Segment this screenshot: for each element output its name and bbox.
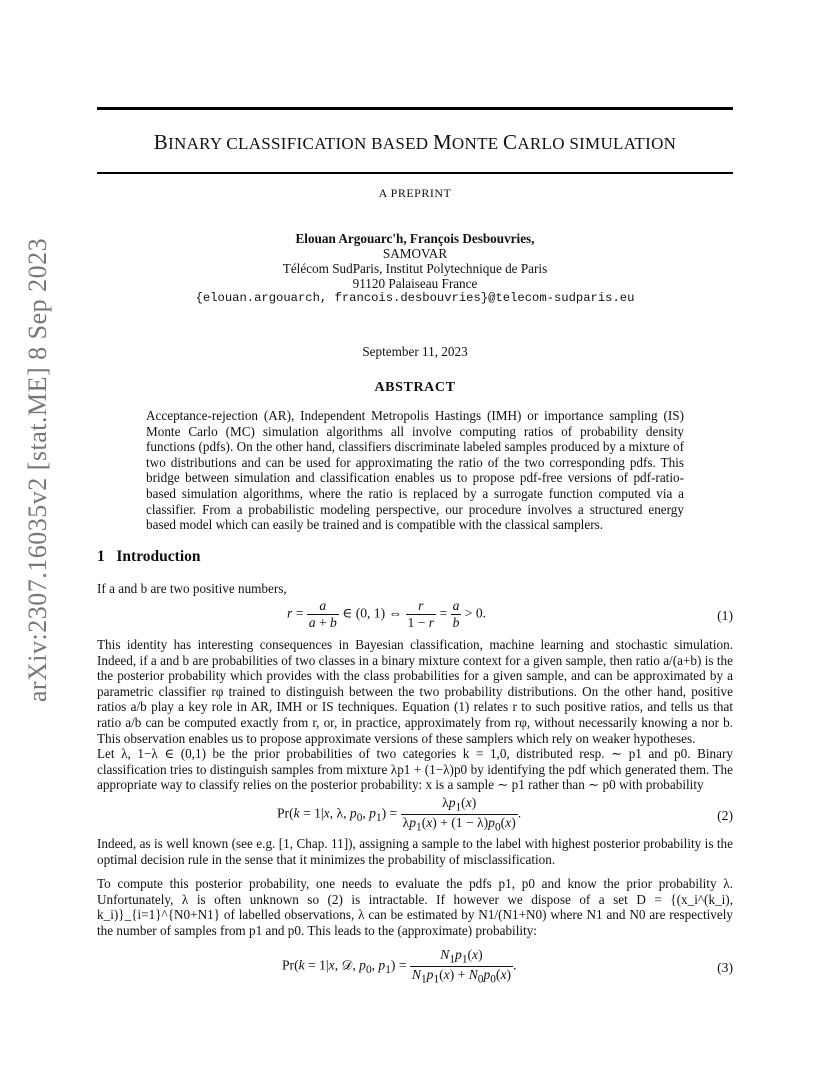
author-emails: {elouan.argouarch, francois.desbouvries}@telecom-sudparis.eu: [195, 291, 635, 305]
title-cap-b: B: [153, 130, 169, 154]
title-top-rule: [97, 107, 733, 110]
title-part-1: INARY CLASSIFICATION BASED: [168, 134, 433, 153]
equation-1-body: r = $\frac{a}{a + b}$ ∈ (0, 1) ⇔ $\frac{r}{1 - r}$ = $\frac{a}{b}$ > 0.: [287, 598, 487, 630]
equation-1: [97, 598, 733, 634]
equation-2: [97, 795, 733, 833]
paragraph-2: This identity has interesting consequences in Bayesian classification, machine learning and stochastic simulation. Indeed, if a and b are probabilities of two classes in a binary mixture context for a given sample, then ratio a/(a+b) is the the posterior probability which provides with the class probabilities for a given sample, and can be approximated by a parametric classifier rφ trained to distinguish between the two probability distributions. On the other hand, positive ratios a/b play a key role in AR, IMH or IS techniques. Equation (1) relates r to such positive ratios, and tells us that ratio a/b can be computed exactly from r, or, in practice, approximately from rφ, without necessarily knowing a nor b. This observation enables us to propose approximate versions of these samplers which rely on weaker hypotheses.: [97, 637, 733, 746]
paper-title: [97, 130, 733, 155]
equation-2-number: (2): [717, 808, 733, 823]
equation-3-body: Pr(k = 1|x, 𝒟, $p_0$, $p_1$) = $\frac{N_1p_1(x)}{N_1p_1(x) + N_0p_0(x)}$ .: [282, 947, 517, 986]
author-lab: SAMOVAR: [382, 246, 448, 261]
equation-2-body: Pr(k = 1|x, λ, $p_0$, $p_1$) = $\frac{\lambda p_1(x)}{\lambda p_1(x) + (1 - \lambda)p_0(x)}$ .: [277, 795, 522, 834]
paragraph-5: To compute this posterior probability, one needs to evaluate the pdfs p1, p0 and know the prior probability λ. Unfortunately, λ is often unknown so (2) is intractable. If however we dispose of a set D = {(x_i^(k_i), k_i)}_{i=1}^{N0+N1} of labelled observations, λ can be estimated by N1/(N1+N0) where N1 and N0 are respectively the number of samples from p1 and p0. This leads to the (approximate) probability:: [97, 876, 733, 938]
paragraph-3: Let λ, 1−λ ∈ (0,1) be the prior probabilities of two categories k = 1,0, distributed resp. ∼ p1 and p0. Binary classification tries to distinguish samples from mixture λp1 + (1−λ)p0 by identifying the pdf which generated them. The appropriate way to classify relies on the posterior probability: x is a sample ∼ p1 rather than ∼ p0 with probability: [97, 746, 733, 793]
preprint-label: A PREPRINT: [378, 186, 452, 200]
title-cap-m: M: [432, 130, 452, 154]
equation-1-number: (1): [717, 608, 733, 623]
arxiv-id: arXiv:2307.16035v2 [stat.ME] 8 Sep 2023: [23, 237, 52, 703]
arxiv-sidebar: [20, 237, 56, 703]
title-part-2: ONTE: [451, 134, 503, 153]
title-cap-c: C: [503, 130, 518, 154]
abstract-heading: ABSTRACT: [374, 380, 456, 395]
equation-3: [97, 947, 733, 985]
paragraph-4: Indeed, as is well known (see e.g. [1, Chap. 11]), assigning a sample to the label with highest posterior probability is the optimal decision rule in the sense that it minimizes the probability of misclassification.: [97, 836, 733, 867]
author-names: Elouan Argouarc'h, François Desbouvries,: [295, 231, 535, 246]
paper-date: September 11, 2023: [362, 344, 468, 359]
author-address: 91120 Palaiseau France: [352, 276, 478, 291]
title-bottom-rule: [97, 172, 733, 174]
section-heading: [97, 548, 201, 566]
section-title: Introduction: [116, 548, 201, 565]
abstract-text: Acceptance-rejection (AR), Independent Metropolis Hastings (IMH) or importance sampling (IS) Monte Carlo (MC) simulation algorithms all involve computing ratios of probability density functions (pdfs). On the other hand, classifiers discriminate labeled samples produced by a mixture of two distributions and can be used for approximating the ratio of the two corresponding pdfs. This bridge between simulation and classification enables us to propose pdf-free versions of pdf-ratio-based simulation algorithms, where the ratio is replaced by a surrogate function computed via a classifier. From a probabilistic modeling perspective, our procedure involves a structured energy based model which can easily be trained and is compatible with the classical samplers.: [146, 408, 684, 533]
equation-3-number: (3): [717, 960, 733, 975]
paragraph-1: If a and b are two positive numbers,: [97, 581, 287, 596]
title-part-3: ARLO SIMULATION: [517, 134, 677, 153]
author-institution: Télécom SudParis, Institut Polytechnique de Paris: [282, 261, 548, 276]
section-number: 1: [97, 548, 105, 565]
